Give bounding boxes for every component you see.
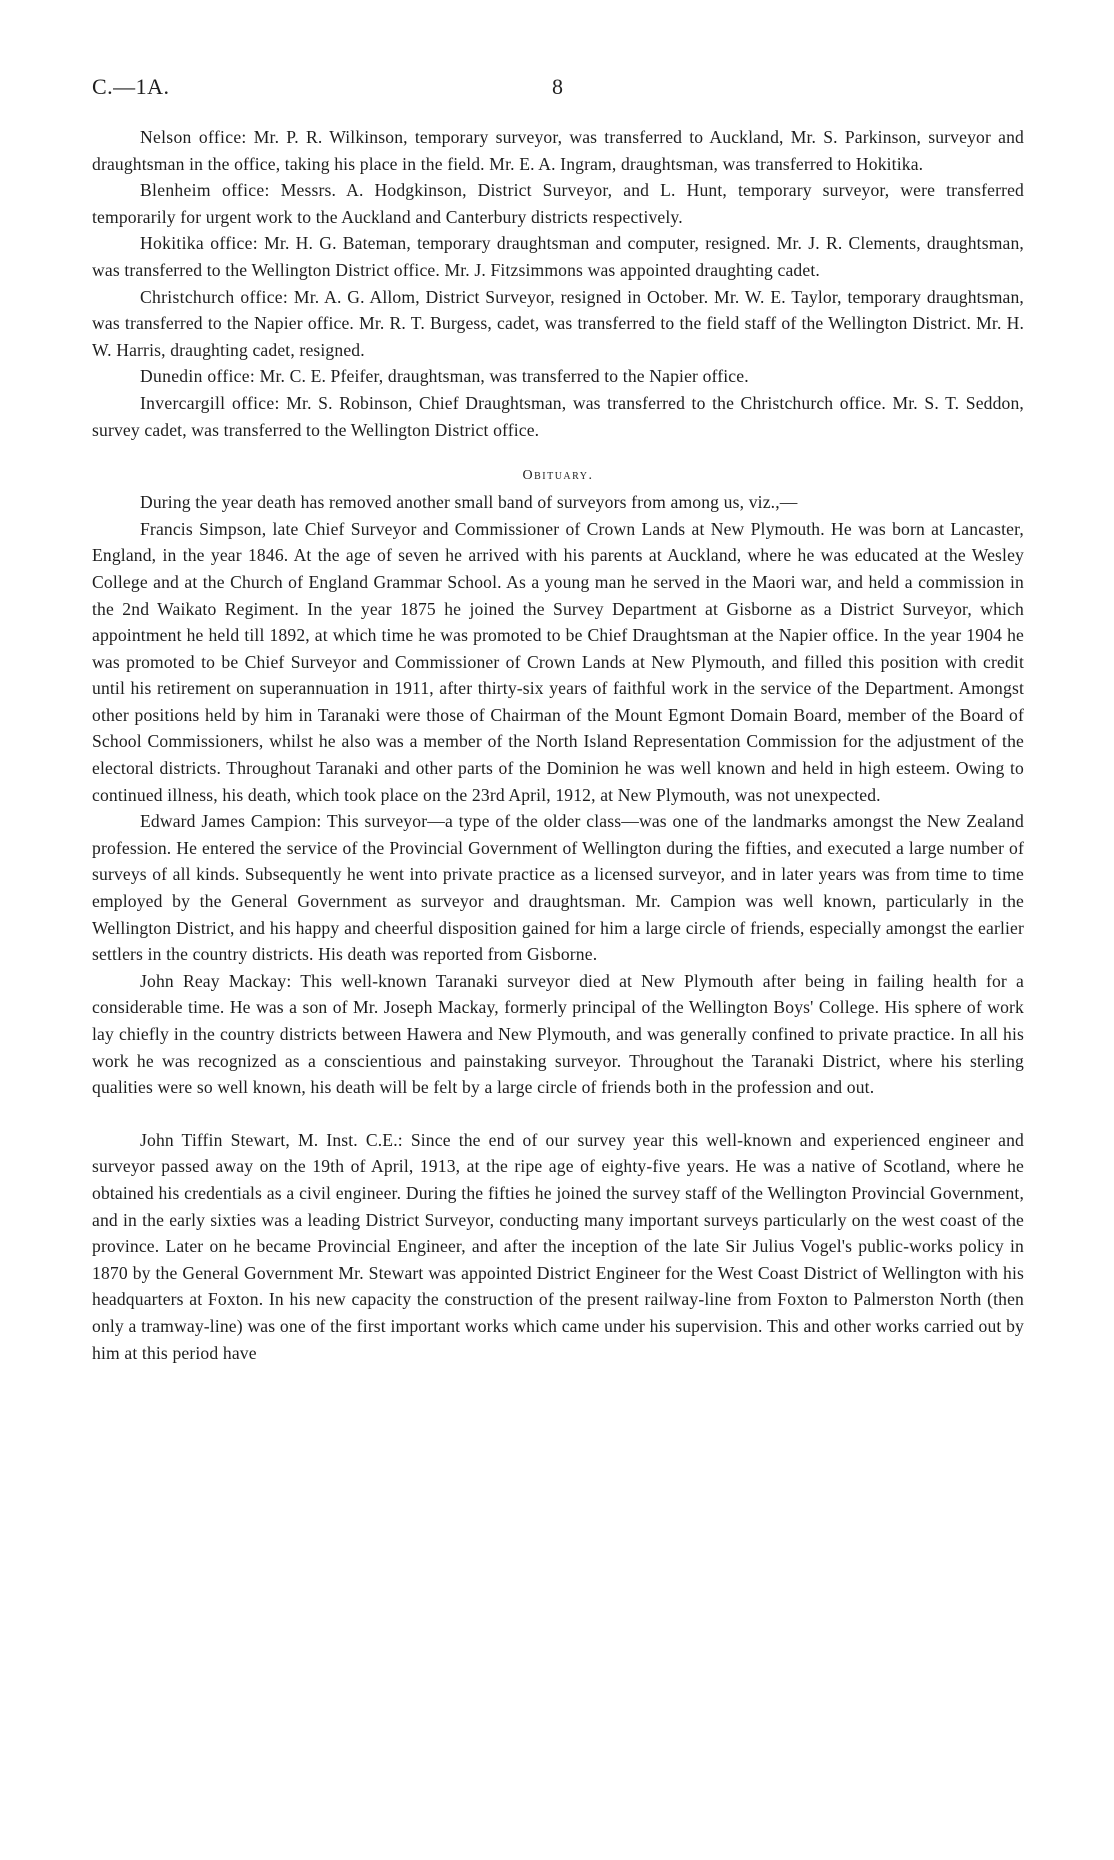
document-page (92, 70, 1024, 1366)
obituary-entry-stewart (92, 1127, 1024, 1366)
paragraph-lead: Invercargill office: (140, 392, 280, 413)
paragraph-lead: Christchurch office: (140, 286, 289, 307)
paragraph-lead: Hokitika office: (140, 233, 258, 254)
paragraph-text: Mr. S. Robinson, Chief Draughtsman, was transferred to the Christchurch office. Mr. S. T. Seddon, survey cadet, was transferred to the Wellington District office. (92, 392, 1024, 440)
paragraph-lead: Dunedin office: (140, 366, 256, 387)
paragraph-text: Mr. A. G. Allom, District Surveyor, resigned in October. Mr. W. E. Taylor, temporary draughtsman, was transferred to the Napier office. Mr. R. T. Burgess, cadet, was transferred to the field staff of the Wellington District. Mr. H. W. Harris, draughting cadet, resigned. (92, 286, 1024, 360)
paragraph-lead: John Reay Mackay: (140, 970, 292, 991)
paragraph-nelson-office (92, 124, 1024, 177)
paragraph-dunedin-office (92, 363, 1024, 390)
obituary-entry-mackay (92, 968, 1024, 1101)
paragraph-lead: Edward James Campion: (140, 811, 322, 832)
page-header (92, 70, 1024, 110)
paragraph-text: Mr. C. E. Pfeifer, draughtsman, was transferred to the Napier office. (259, 366, 749, 387)
document-body (92, 124, 1024, 1366)
paragraph-blenheim-office (92, 177, 1024, 230)
paragraph-text: Since the end of our survey year this well-known and experienced engineer and surveyor passed away on the 19th of April, 1913, at the ripe age of eighty-five years. He was a native of Scotland, where he obtained his credentials as a civil engineer. During the fifties he joined the survey staff of the Wellington Provincial Government, and in the early sixties was a leading District Surveyor, conducting many important surveys particularly on the west coast of the province. Later on he became Provincial Engineer, and after the inception of the late Sir Julius Vogel's public-works policy in 1870 by the General Government Mr. Stewart was appointed District Engineer for the West Coast District of Wellington with his headquarters at Foxton. In his new capacity the construction of the present railway-line from Foxton to Palmerston North (then only a tramway-line) was one of the first important works which came under his supervision. This and other works carried out by him at this period have (92, 1129, 1024, 1363)
paragraph-text: This surveyor—a type of the older class—was one of the landmarks amongst the New Zealand profession. He entered the service of the Provincial Government of Wellington during the fifties, and executed a large number of surveys of all kinds. Subsequently he went into private practice as a licensed surveyor, and in later years was from time to time employed by the General Government as surveyor and draughtsman. Mr. Campion was well known, particularly in the Wellington District, and his happy and cheerful disposition gained for him a large circle of friends, especially amongst the earlier settlers in the country districts. His death was reported from Gisborne. (92, 811, 1024, 965)
paragraph-text: This well-known Taranaki surveyor died at New Plymouth after being in failing health for a considerable time. He was a son of Mr. Joseph Mackay, formerly principal of the Wellington Boys' College. His sphere of work lay chiefly in the country districts between Hawera and New Plymouth, and was generally confined to private practice. In all his work he was recognized as a conscientious and painstaking surveyor. Throughout the Taranaki District, where his sterling qualities were so well known, his death will be felt by a large circle of friends both in the profession and out. (92, 970, 1025, 1098)
paragraph-hokitika-office (92, 230, 1024, 283)
paragraph-invercargill-office (92, 390, 1024, 443)
paragraph-text: Mr. P. R. Wilkinson, temporary surveyor, was transferred to Auckland, Mr. S. Parkinson, surveyor and draughtsman in the office, taking his place in the field. Mr. E. A. Ingram, draughtsman, was transferred to Hokitika. (92, 127, 1024, 174)
paragraph-text: late Chief Surveyor and Commissioner of Crown Lands at New Plymouth. He was born at Lancaster, England, in the year 1846. At the age of seven he arrived with his parents at Auckland, where he was educated at the Wesley College and at the Church of England Grammar School. As a young man he served in the Maori war, and held a commission in the 2nd Waikato Regiment. In the year 1875 he joined the Survey Department at Gisborne as a District Surveyor, which appointment he held till 1892, at which time he was promoted to be Chief Draughtsman at the Napier office. In the year 1904 he was promoted to be Chief Surveyor and Commissioner of Crown Lands at New Plymouth, and filled this position with credit until his retirement on superannuation in 1911, after thirty-six years of faithful work in the service of the Department. Amongst other positions held by him in Taranaki were those of Chairman of the Mount Egmont Domain Board, member of the Board of School Commissioners, whilst he also was a member of the North Island Representation Commission for the adjustment of the electoral districts. Throughout Taranaki and other parts of the Dominion he was well known and held in high esteem. Owing to continued illness, his death, which took place on the 23rd April, 1912, at New Plymouth, was not unexpected. (92, 518, 1024, 805)
paragraph-lead: Nelson office: (140, 127, 247, 147)
paragraph-lead: Francis Simpson, (140, 518, 267, 539)
obituary-entry-simpson (92, 516, 1024, 809)
section-gap (92, 1101, 1024, 1127)
paragraph-lead: Blenheim office: (140, 180, 270, 201)
paragraph-lead: John Tiffin Stewart, M. Inst. C.E.: (140, 1129, 403, 1150)
obituary-intro: During the year death has removed another small band of surveyors from among us, viz.,— (140, 492, 798, 513)
obituary-entry-campion (92, 808, 1024, 968)
obituary-heading: Obituary. (522, 468, 594, 484)
document-reference: C.—1A. (92, 74, 170, 99)
paragraph-christchurch-office (92, 284, 1024, 364)
paragraph-text: Messrs. A. Hodgkinson, District Surveyor, and L. Hunt, temporary surveyor, were transferred temporarily for urgent work to the Auckland and Canterbury districts respectively. (92, 180, 1024, 227)
page-number: 8 (552, 74, 563, 99)
paragraph-text: Mr. H. G. Bateman, temporary draughtsman and computer, resigned. Mr. J. R. Clements, draughtsman, was transferred to the Wellington District office. Mr. J. Fitzsimmons was appointed draughting cadet. (92, 233, 1024, 280)
